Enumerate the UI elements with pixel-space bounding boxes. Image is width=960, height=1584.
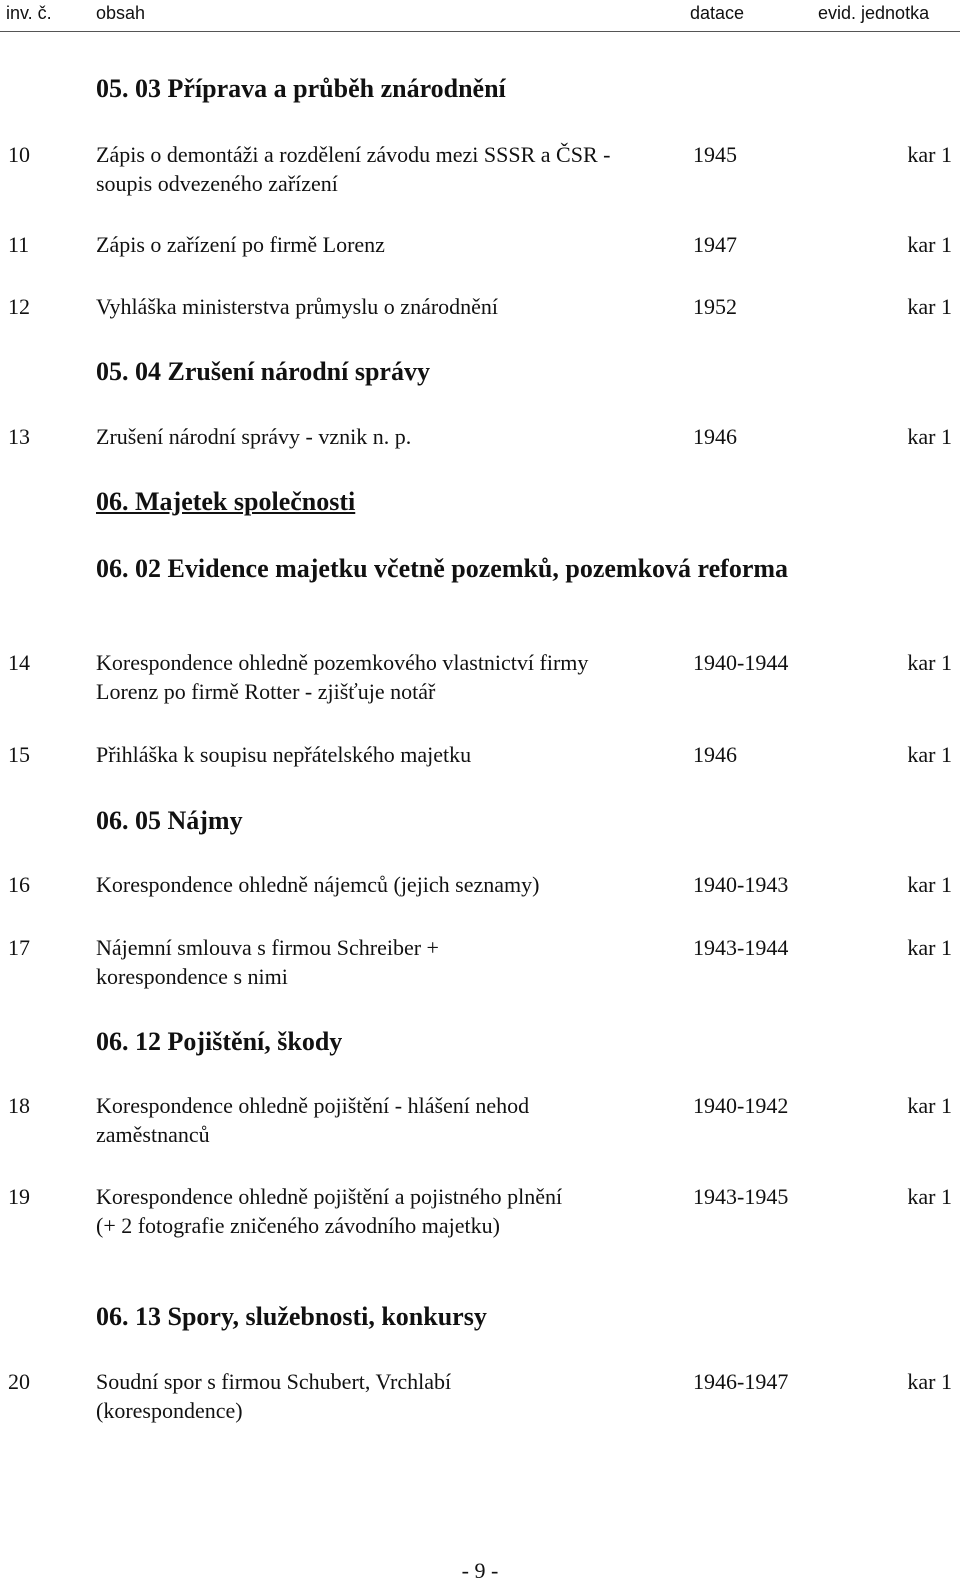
row-inv-number: 15: [8, 742, 30, 767]
row-description: Přihláška k soupisu nepřátelského majetku: [96, 742, 472, 767]
row-date: 1946-1947: [693, 1369, 789, 1394]
row-date: 1943-1944: [693, 935, 789, 960]
row-unit: kar 1: [907, 1369, 952, 1394]
row-inv-number: 19: [8, 1184, 30, 1209]
row-date: 1946: [693, 742, 737, 767]
row-inv-number: 20: [8, 1369, 30, 1394]
row-date: 1947: [693, 232, 737, 257]
row-unit: kar 1: [907, 424, 952, 449]
header-inv-cislo: inv. č.: [6, 3, 52, 23]
row-inv-number: 17: [8, 935, 30, 960]
row-description: Nájemní smlouva s firmou Schreiber + korespondence s nimi: [96, 935, 439, 989]
row-date: 1946: [693, 424, 737, 449]
row-description: Korespondence ohledně nájemců (jejich seznamy): [96, 872, 540, 897]
row-date: 1940-1943: [693, 872, 789, 897]
section-heading: 05. 04 Zrušení národní správy: [96, 357, 430, 386]
row-unit: kar 1: [907, 872, 952, 897]
row-description: Zrušení národní správy - vznik n. p.: [96, 424, 412, 449]
header-obsah: obsah: [96, 3, 146, 23]
row-description: Korespondence ohledně pozemkového vlastnictví firmy Lorenz po firmě Rotter - zjišťuje notář: [96, 650, 589, 704]
row-unit: kar 1: [907, 935, 952, 960]
row-date: 1945: [693, 142, 737, 167]
row-inv-number: 10: [8, 142, 30, 167]
row-unit: kar 1: [907, 142, 952, 167]
row-inv-number: 12: [8, 294, 30, 319]
section-heading: 06. 12 Pojištění, škody: [96, 1027, 343, 1056]
row-description: Korespondence ohledně pojištění - hlášení nehod zaměstnanců: [96, 1093, 530, 1147]
page-number: - 9 -: [461, 1558, 499, 1583]
row-unit: kar 1: [907, 1184, 952, 1209]
header-evid-jednotka: evid. jednotka: [818, 3, 930, 23]
row-date: 1940-1944: [693, 650, 789, 675]
header-datace: datace: [690, 3, 745, 23]
row-unit: kar 1: [907, 742, 952, 767]
row-unit: kar 1: [907, 650, 952, 675]
row-description: Vyhláška ministerstva průmyslu o znárodnění: [96, 294, 499, 319]
section-heading: 06. 13 Spory, služebnosti, konkursy: [96, 1302, 487, 1331]
row-inv-number: 18: [8, 1093, 30, 1118]
row-unit: kar 1: [907, 294, 952, 319]
row-date: 1940-1942: [693, 1093, 789, 1118]
section-heading: 06. Majetek společnosti: [96, 487, 356, 516]
row-unit: kar 1: [907, 1093, 952, 1118]
row-unit: kar 1: [907, 232, 952, 257]
section-heading: 06. 02 Evidence majetku včetně pozemků, pozemková reforma: [96, 554, 789, 583]
row-date: 1952: [693, 294, 737, 319]
row-description: Zápis o zařízení po firmě Lorenz: [96, 232, 385, 257]
row-date: 1943-1945: [693, 1184, 789, 1209]
row-description: Zápis o demontáži a rozdělení závodu mezi SSSR a ČSR - soupis odvezeného zařízení: [96, 142, 611, 196]
row-inv-number: 11: [8, 232, 30, 257]
row-inv-number: 16: [8, 872, 30, 897]
row-description: Soudní spor s firmou Schubert, Vrchlabí (korespondence): [96, 1369, 452, 1423]
section-heading: 05. 03 Příprava a průběh znárodnění: [96, 74, 506, 103]
row-inv-number: 14: [8, 650, 30, 675]
row-inv-number: 13: [8, 424, 30, 449]
row-description: Korespondence ohledně pojištění a pojistného plnění (+ 2 fotografie zničeného závodního majetku): [96, 1184, 563, 1238]
column-header: [0, 0, 960, 32]
header-divider: [0, 31, 960, 32]
section-heading: 06. 05 Nájmy: [96, 806, 243, 835]
